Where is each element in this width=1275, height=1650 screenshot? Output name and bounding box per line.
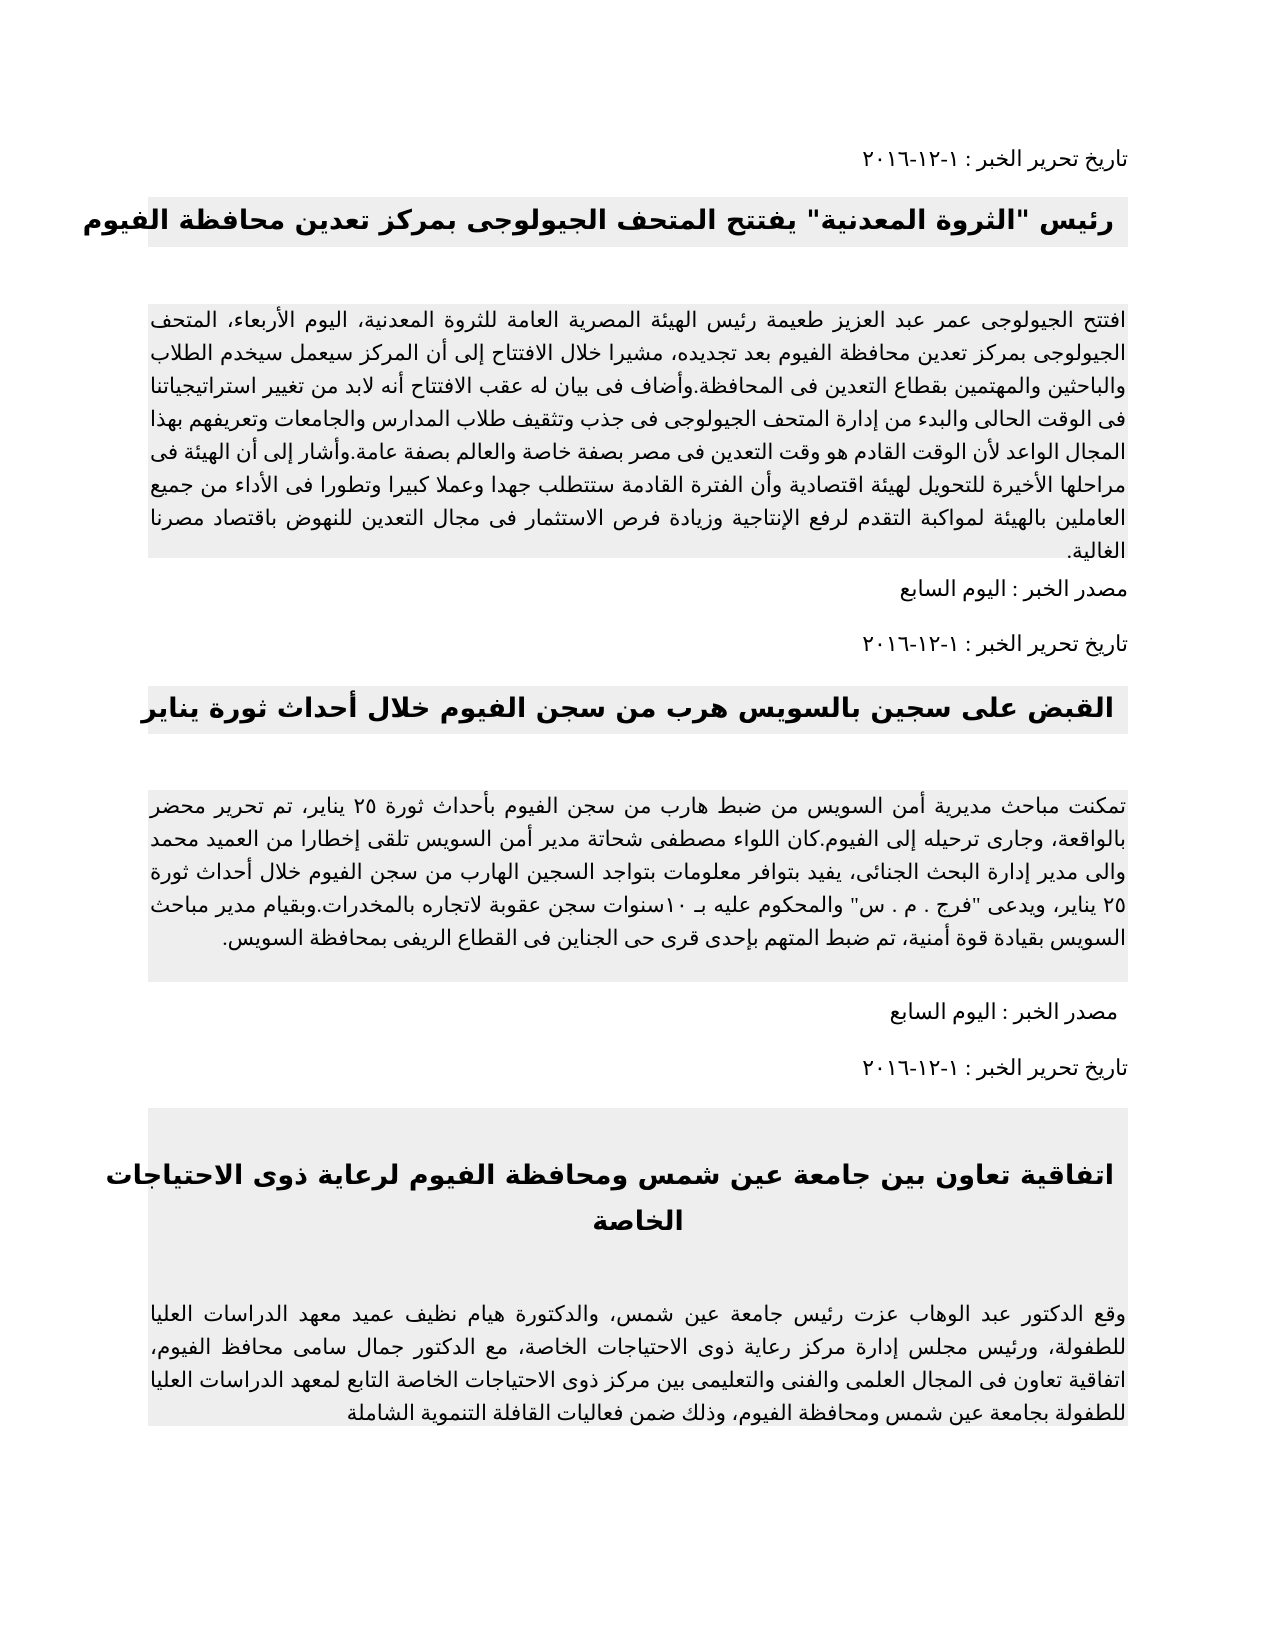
article-date-line: تاريخ تحرير الخبر : ١-١٢-٢٠١٦ <box>862 146 1128 171</box>
article-headline-box <box>82 197 1128 247</box>
document-page <box>82 0 1128 1650</box>
article-date-line: تاريخ تحرير الخبر : ١-١٢-٢٠١٦ <box>862 1055 1128 1080</box>
article-body-box <box>148 304 1128 563</box>
article-date-line: تاريخ تحرير الخبر : ١-١٢-٢٠١٦ <box>862 631 1128 656</box>
article-headline-box <box>141 686 1128 734</box>
article-source-line: مصدر الخبر : اليوم السابع <box>889 999 1118 1024</box>
article-headline-box <box>105 1108 1128 1426</box>
article-body-box <box>148 790 1128 982</box>
article-headline: القبض على سجين بالسويس هرب من سجن الفيوم خلال أحداث ثورة يناير <box>141 693 1114 724</box>
article-body: تمكنت مباحث مديرية أمن السويس من ضبط هارب من سجن الفيوم بأحداث ثورة ٢٥ يناير، تم تحرير محضر بالواقعة، وجارى ترحيله إلى الفيوم.كان اللواء مصطفى شحاتة مدير أمن السويس تلقى إخطارا من العميد محمد والى مدير إدارة البحث الجنائى، يفيد بتوافر معلومات بتواجد السجين الهارب من سجن الفيوم خلال أحداث ثورة ٢٥ يناير، ويدعى "فرج . م . س" والمحكوم عليه بـ ١٠سنوات سجن عقوبة لاتجاره بالمخدرات.وبقيام مدير مباحث السويس بقيادة قوة أمنية، تم ضبط المتهم بإحدى قرى حى الجناين فى القطاع الريفى بمحافظة السويس. <box>150 794 1127 950</box>
article-body: وقع الدكتور عبد الوهاب عزت رئيس جامعة عين شمس، والدكتورة هيام نظيف عميد معهد الدراسات العليا للطفولة، ورئيس مجلس إدارة مركز رعاية ذوى الاحتياجات الخاصة، مع الدكتور جمال سامى محافظ الفيوم، اتفاقية تعاون فى المجال العلمى والفنى والتعليمى بين مركز ذوى الاحتياجات الخاصة التابع لمعهد الدراسات العليا للطفولة بجامعة عين شمس ومحافظة الفيوم، وذلك ضمن فعاليات القافلة التنموية الشاملة <box>150 1302 1126 1425</box>
article-source-line: مصدر الخبر : اليوم السابع <box>899 576 1128 601</box>
article-headline: رئيس "الثروة المعدنية" يفتتح المتحف الجيولوجى بمركز تعدين محافظة الفيوم <box>82 205 1114 236</box>
article-body: افتتح الجيولوجى عمر عبد العزيز طعيمة رئيس الهيئة المصرية العامة للثروة المعدنية، اليوم الأربعاء، المتحف الجيولوجى بمركز تعدين محافظة الفيوم بعد تجديده، مشيرا خلال الافتتاح إلى أن المركز سيعمل سيخدم الطلاب والباحثين والمهتمين بقطاع التعدين فى المحافظة.وأضاف فى بيان له عقب الافتتاح أنه لابد من تغيير استراتيجياتنا فى الوقت الحالى والبدء من إدارة المتحف الجيولوجى فى جذب وتثقيف طلاب المدارس والجامعات وتعريفهم بهذا المجال الواعد لأن الوقت القادم هو وقت التعدين فى مصر بصفة خاصة والعالم بصفة عامة.وأشار إلى أن الهيئة فى مراحلها الأخيرة للتحويل لهيئة اقتصادية وأن الفترة القادمة ستتطلب جهدا وعملا كبيرا وتطورا فى الأداء من جميع العاملين بالهيئة لمواكبة التقدم لرفع الإنتاجية وزيادة فرص الاستثمار فى مجال التعدين للنهوض باقتصاد مصرنا الغالية. <box>150 308 1127 563</box>
article-headline-line-2: الخاصة <box>592 1206 684 1237</box>
article-body-box <box>150 1298 1126 1430</box>
article-headline-line-1: اتفاقية تعاون بين جامعة عين شمس ومحافظة الفيوم لرعاية ذوى الاحتياجات <box>105 1160 1114 1191</box>
